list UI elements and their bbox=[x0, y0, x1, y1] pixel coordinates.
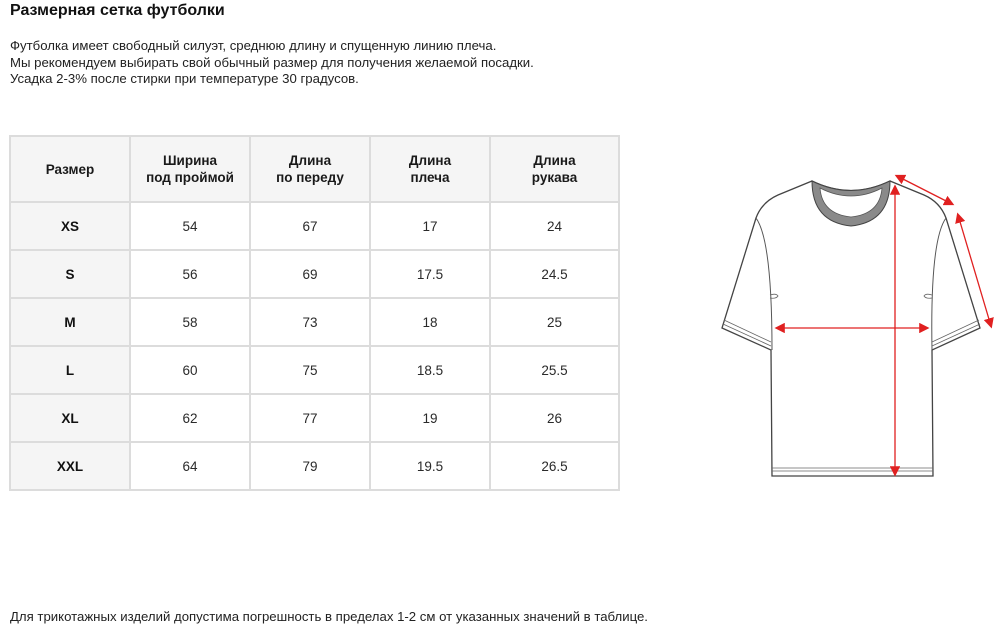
value-cell: 64 bbox=[130, 442, 250, 490]
value-cell: 24 bbox=[490, 202, 619, 250]
value-cell: 18 bbox=[370, 298, 490, 346]
size-cell: XXL bbox=[10, 442, 130, 490]
value-cell: 17 bbox=[370, 202, 490, 250]
table-row bbox=[10, 346, 619, 394]
value-cell: 19.5 bbox=[370, 442, 490, 490]
tshirt-diagram bbox=[700, 150, 1000, 490]
value-cell: 62 bbox=[130, 394, 250, 442]
value-cell: 60 bbox=[130, 346, 250, 394]
value-cell: 77 bbox=[250, 394, 370, 442]
value-cell: 24.5 bbox=[490, 250, 619, 298]
size-cell: S bbox=[10, 250, 130, 298]
value-cell: 26 bbox=[490, 394, 619, 442]
size-cell: L bbox=[10, 346, 130, 394]
value-cell: 19 bbox=[370, 394, 490, 442]
value-cell: 17.5 bbox=[370, 250, 490, 298]
value-cell: 25.5 bbox=[490, 346, 619, 394]
page-title: Размерная сетка футболки bbox=[10, 2, 225, 19]
value-cell: 18.5 bbox=[370, 346, 490, 394]
value-cell: 56 bbox=[130, 250, 250, 298]
header-shoulder-length: Длина плеча bbox=[370, 136, 490, 202]
description-line: Мы рекомендуем выбирать свой обычный размер для получения желаемой посадки. bbox=[10, 54, 534, 70]
header-front-length: Длина по переду bbox=[250, 136, 370, 202]
tolerance-note: Для трикотажных изделий допустима погрешность в пределах 1-2 см от указанных значений в таблице. bbox=[10, 609, 648, 624]
size-cell: XL bbox=[10, 394, 130, 442]
description-line: Футболка имеет свободный силуэт, среднюю длину и спущенную линию плеча. bbox=[10, 38, 497, 53]
table-row bbox=[10, 298, 619, 346]
value-cell: 73 bbox=[250, 298, 370, 346]
header-sleeve-length: Длина рукава bbox=[490, 136, 619, 202]
table-header-row bbox=[10, 136, 619, 202]
size-cell: M bbox=[10, 298, 130, 346]
description bbox=[10, 38, 534, 88]
description-line: Усадка 2-3% после стирки при температуре 30 градусов. bbox=[10, 71, 359, 86]
header-size: Размер bbox=[10, 136, 130, 202]
table-row bbox=[10, 442, 619, 490]
table-row bbox=[10, 202, 619, 250]
table-row bbox=[10, 250, 619, 298]
tshirt-measurement-icon bbox=[700, 150, 1000, 490]
value-cell: 58 bbox=[130, 298, 250, 346]
value-cell: 75 bbox=[250, 346, 370, 394]
value-cell: 67 bbox=[250, 202, 370, 250]
size-cell: XS bbox=[10, 202, 130, 250]
header-chest-width: Ширина под проймой bbox=[130, 136, 250, 202]
table-row bbox=[10, 394, 619, 442]
value-cell: 54 bbox=[130, 202, 250, 250]
value-cell: 26.5 bbox=[490, 442, 619, 490]
size-table bbox=[9, 135, 620, 491]
value-cell: 69 bbox=[250, 250, 370, 298]
value-cell: 79 bbox=[250, 442, 370, 490]
value-cell: 25 bbox=[490, 298, 619, 346]
